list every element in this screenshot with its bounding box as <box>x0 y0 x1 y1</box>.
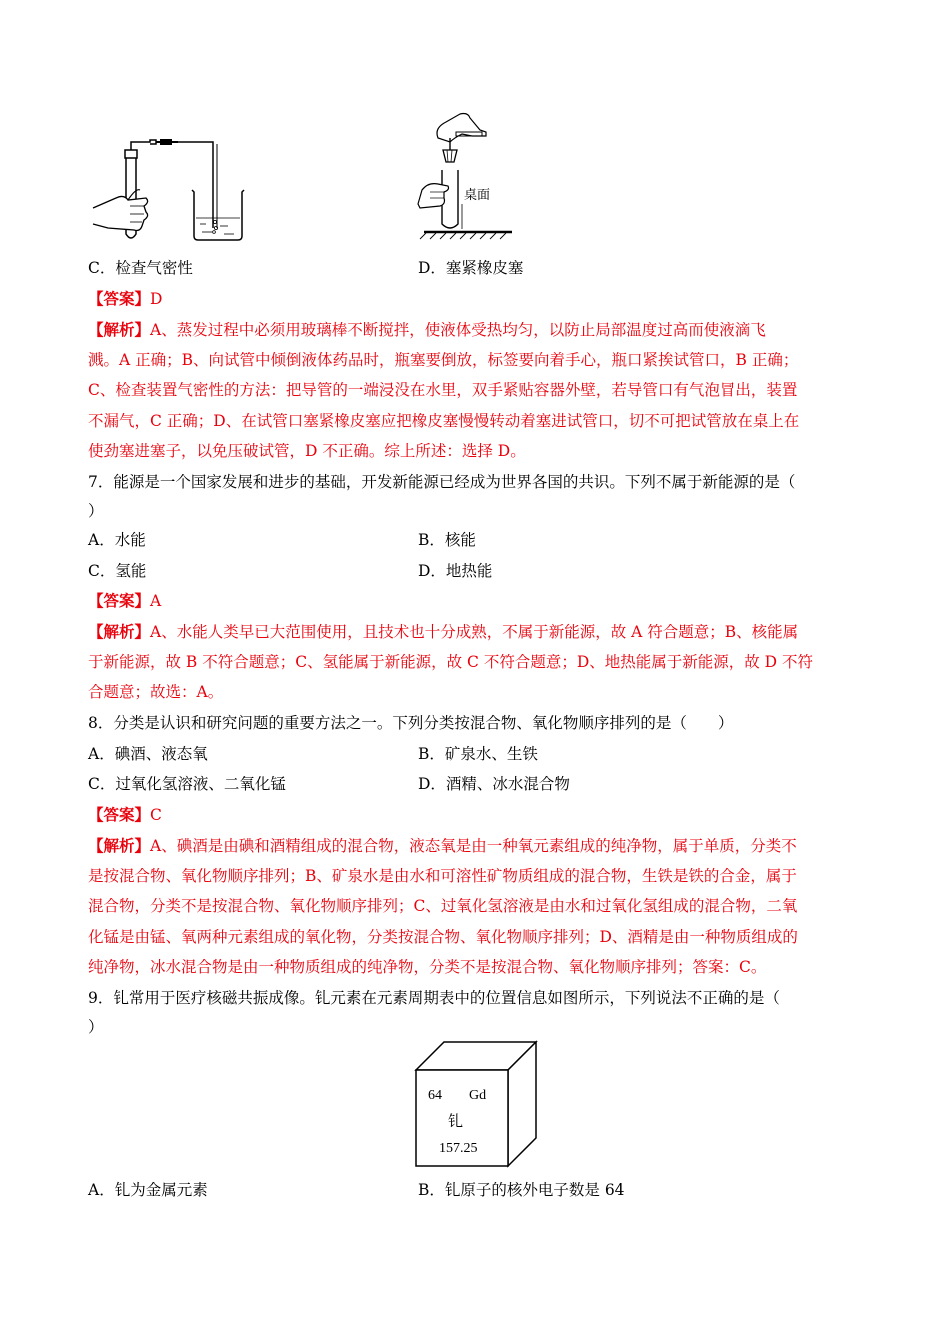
q8-analysis-line: 化锰是由锰、氧两种元素组成的氧化物，分类按混合物、氧化物顺序排列；D、酒精是由一种物质组成的 <box>88 928 798 946</box>
figure-plug-stopper <box>416 108 526 240</box>
figure-d-table-label: 桌面 <box>464 188 491 203</box>
answer-value: A <box>150 592 162 610</box>
q6-analysis-line: C、检查装置气密性的方法：把导管的一端浸没在水里，双手紧贴容器外壁，若导管口有气泡冒出，装置 <box>88 381 798 399</box>
q7-options-row <box>88 561 493 581</box>
q8-options-row <box>88 744 538 764</box>
q8-option-b: B．矿泉水、生铁 <box>418 745 538 763</box>
figure-airtightness-check <box>88 128 248 246</box>
q7-answer <box>88 591 161 611</box>
q7-stem: 7．能源是一个国家发展和进步的基础，开发新能源已经成为世界各国的共识。下列不属于新能源的是（ <box>88 473 796 491</box>
element-atomic-number: 64 <box>428 1088 442 1103</box>
q7-option-d: D．地热能 <box>418 562 493 580</box>
answer-tag: 【答案】 <box>88 591 151 610</box>
q8-analysis-line: 混合物，分类不是按混合物、氧化物顺序排列；C、过氧化氢溶液是由水和过氧化氢组成的混合物，二氧 <box>88 897 798 915</box>
q7-analysis-line: 于新能源，故 B 不符合题意；C、氢能属于新能源，故 C 不符合题意；D、地热能属于新能源，故 D 不符 <box>88 653 814 671</box>
q7-option-b: B．核能 <box>418 531 476 549</box>
q9-stem-cont: ） <box>88 1018 104 1036</box>
q6-analysis-line: 【解析】A、蒸发过程中必须用玻璃棒不断搅拌，使液体受热均匀，以防止局部温度过高而使液滴飞 <box>88 320 766 339</box>
answer-tag: 【答案】 <box>88 289 151 308</box>
q8-answer <box>88 805 162 825</box>
q9-option-b: B．钆原子的核外电子数是 64 <box>418 1181 625 1199</box>
q7-analysis-line: 【解析】A、水能人类早已大范围使用，且技术也十分成熟，不属于新能源，故 A 符合题意；B、核能属 <box>88 622 799 641</box>
q8-stem: 8．分类是认识和研究问题的重要方法之一。下列分类按混合物、氧化物顺序排列的是（ ） <box>88 714 734 732</box>
element-mass: 157.25 <box>439 1141 478 1156</box>
q9-option-a: A．钆为金属元素 <box>88 1181 208 1199</box>
q7-analysis-line: 合题意；故选：A。 <box>88 683 224 701</box>
q7-options-row <box>88 530 476 550</box>
analysis-tag: 【解析】 <box>88 320 151 339</box>
q9-stem: 9．钆常用于医疗核磁共振成像。钆元素在元素周期表中的位置信息如图所示，下列说法不正确的是（ <box>88 989 780 1007</box>
element-symbol: Gd <box>469 1088 487 1103</box>
q6-answer <box>88 289 162 309</box>
q8-option-d: D．酒精、冰水混合物 <box>418 775 570 793</box>
q6-analysis-line: 不漏气，C 正确；D、在试管口塞紧橡皮塞应把橡皮塞慢慢转动着塞进试管口，切不可把试管放在桌上在 <box>88 412 800 430</box>
q8-option-c: C．过氧化氢溶液、二氧化锰 <box>88 775 286 793</box>
element-name: 钆 <box>448 1112 464 1130</box>
answer-tag: 【答案】 <box>88 805 151 824</box>
q7-stem-cont: ） <box>88 502 104 520</box>
q6-analysis-line: 使劲塞进塞子，以免压破试管，D 不正确。综上所述：选择 D。 <box>88 442 526 460</box>
q8-analysis-line: 【解析】A、碘酒是由碘和酒精组成的混合物，液态氧是由一种氧元素组成的纯净物，属于单质，分类不 <box>88 836 797 855</box>
q8-option-a: A．碘酒、液态氧 <box>88 745 208 763</box>
q8-analysis-line: 是按混合物、氧化物顺序排列；B、矿泉水是由水和可溶性矿物质组成的混合物，生铁是铁的合金，属于 <box>88 867 797 885</box>
q6-option-c: C．检查气密性 <box>88 259 193 277</box>
q7-option-c: C．氢能 <box>88 562 147 580</box>
answer-value: D <box>150 290 163 308</box>
q6-analysis-line: 溅。A 正确；B、向试管中倾倒液体药品时，瓶塞要倒放，标签要向着手心，瓶口紧挨试管口，B 正确； <box>88 351 799 369</box>
q8-options-row <box>88 774 570 794</box>
q7-option-a: A．水能 <box>88 531 146 549</box>
answer-value: C <box>150 806 162 824</box>
analysis-tag: 【解析】 <box>88 836 151 855</box>
q6-options-row <box>88 258 524 278</box>
q9-options-row <box>88 1180 625 1200</box>
q6-option-d: D．塞紧橡皮塞 <box>418 259 524 277</box>
q8-analysis-line: 纯净物，冰水混合物是由一种物质组成的纯净物，分类不是按混合物、氧化物顺序排列；答案：C。 <box>88 958 767 976</box>
analysis-tag: 【解析】 <box>88 622 151 641</box>
figure-element-cube <box>414 1040 538 1170</box>
